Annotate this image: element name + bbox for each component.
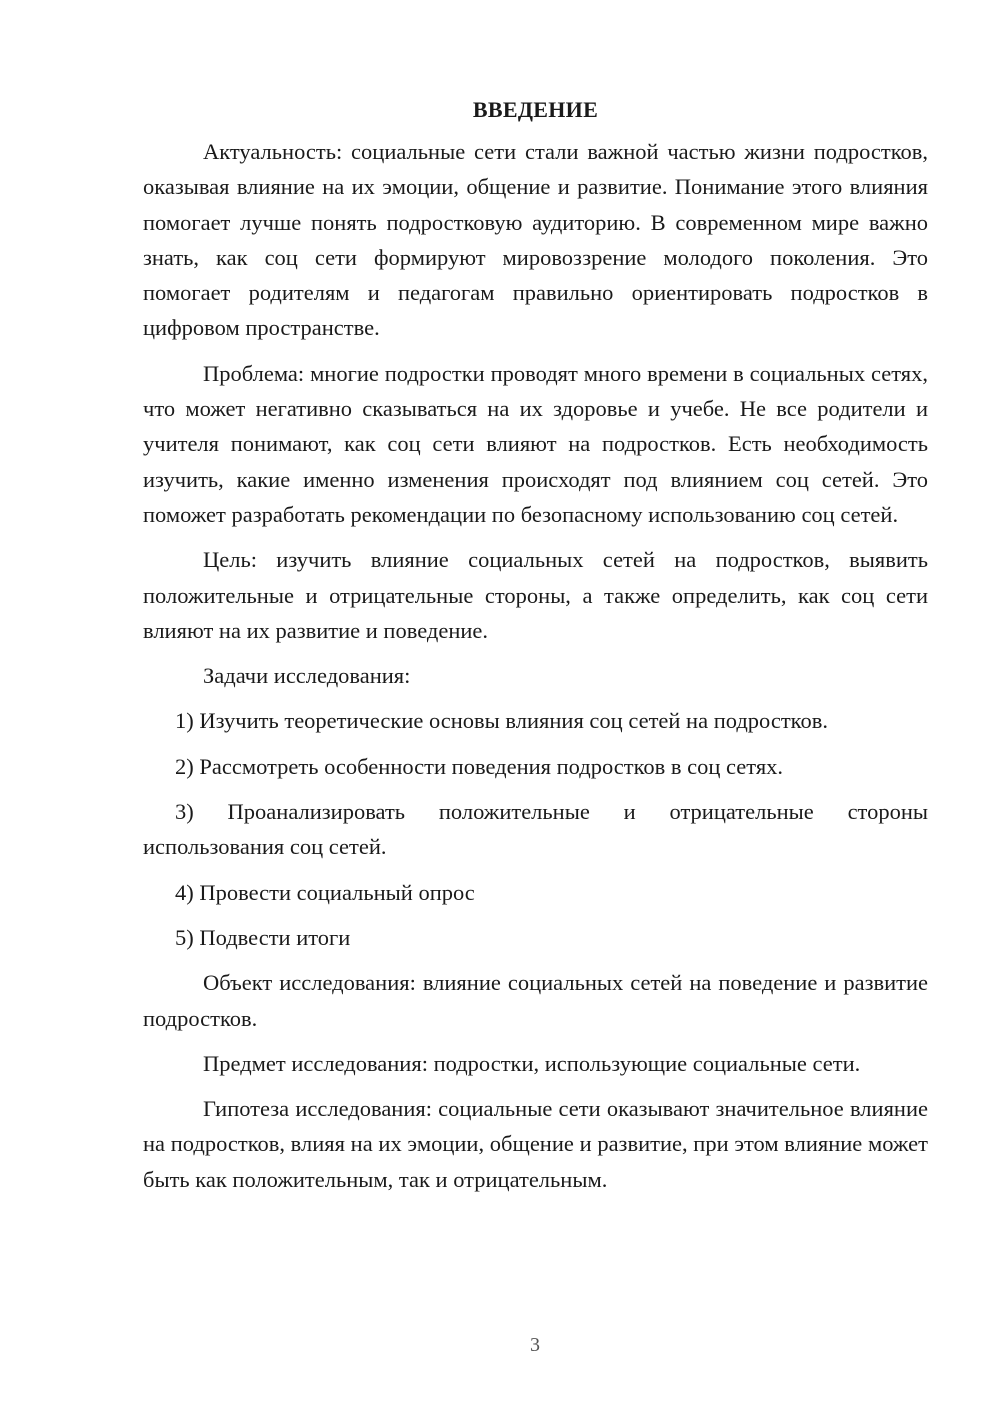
task-item: 3) Проанализировать положительные и отрицательные стороны использования соц сетей. (143, 799, 928, 860)
page-number: 3 (530, 1334, 540, 1356)
relevance-paragraph: Актуальность: социальные сети стали важной частью жизни подростков, оказывая влияние на их эмоции, общение и развитие. Понимание этого влияния помогает лучше понять подростковую аудиторию. В современном мире важно знать, как соц сети формируют мировоззрение молодого поколения. Это помогает родителям и педагогам правильно ориентировать подростков в цифровом пространстве. (143, 139, 928, 341)
tasks-heading: Задачи исследования: (203, 663, 411, 689)
problem-paragraph: Проблема: многие подростки проводят много времени в социальных сетях, что может негативно сказываться на их здоровье и учебе. Не все родители и учителя понимают, как соц сети влияют на подростков. Есть необходимость изучить, какие именно изменения происходят под влиянием соц сетей. Это поможет разработать рекомендации по безопасному использованию соц сетей. (143, 360, 928, 527)
task-item: 4) Провести социальный опрос (175, 879, 475, 905)
page-content (143, 92, 928, 1207)
task-item: 5) Подвести итоги (175, 924, 351, 950)
tasks-list (143, 703, 928, 955)
subject-paragraph: Предмет исследования: подростки, использующие социальные сети. (203, 1050, 861, 1076)
hypothesis-paragraph: Гипотеза исследования: социальные сети оказывают значительное влияние на подростков, влияя на их эмоции, общение и развитие, при этом влияние может быть как положительным, так и отрицательным. (143, 1096, 928, 1192)
object-paragraph: Объект исследования: влияние социальных сетей на поведение и развитие подростков. (143, 970, 928, 1031)
task-item: 1) Изучить теоретические основы влияния соц сетей на подростков. (175, 708, 828, 734)
task-item: 2) Рассмотреть особенности поведения подростков в соц сетях. (175, 753, 784, 779)
goal-paragraph: Цель: изучить влияние социальных сетей на подростков, выявить положительные и отрицательные стороны, а также определить, как соц сети влияют на их развитие и поведение. (143, 547, 928, 643)
page-title: ВВЕДЕНИЕ (472, 97, 599, 122)
